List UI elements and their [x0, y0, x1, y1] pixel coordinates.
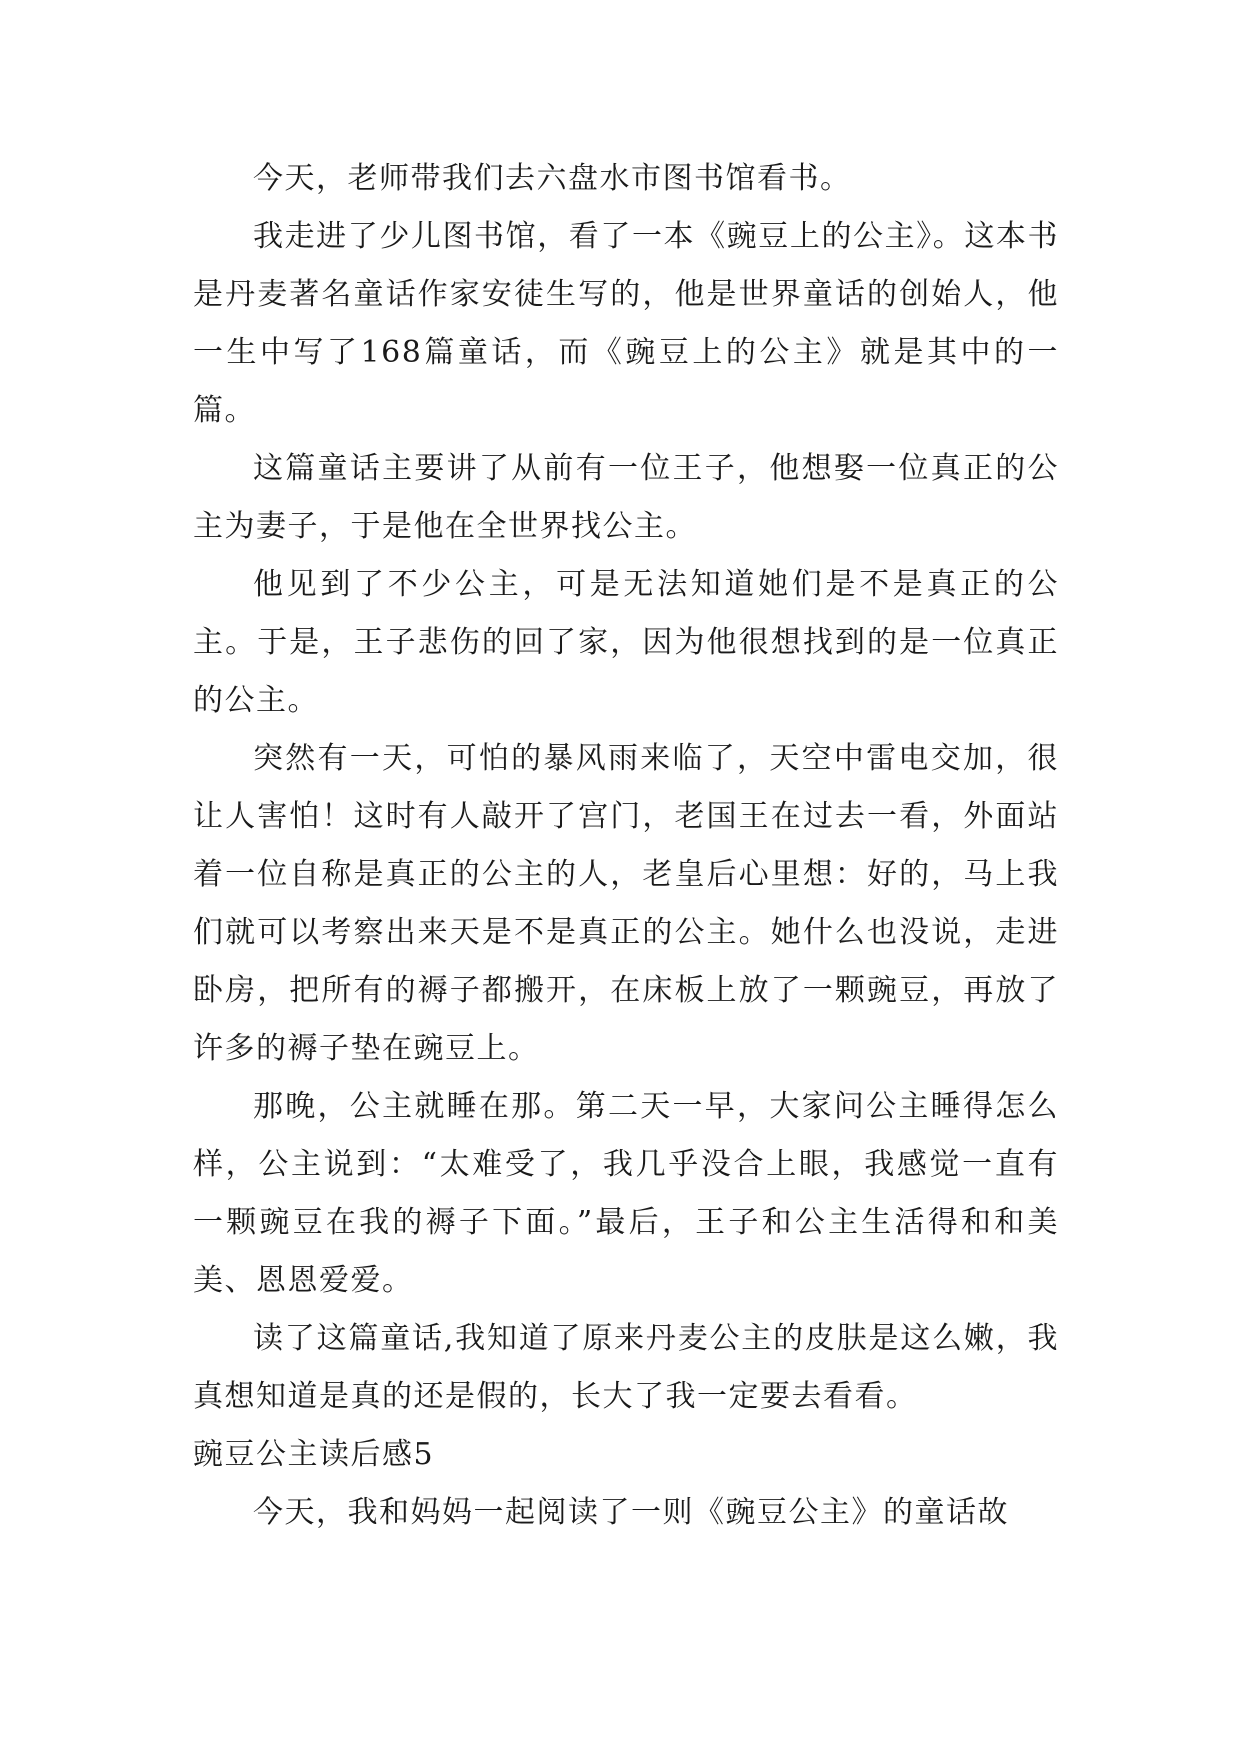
paragraph-2: 我走进了少儿图书馆，看了一本《豌豆上的公主》。这本书是丹麦著名童话作家安徒生写的，他是世界童话的创始人，他一生中写了168篇童话，而《豌豆上的公主》就是其中的一篇。 [193, 219, 1059, 428]
paragraph-8: 今天，我和妈妈一起阅读了一则《豌豆公主》的童话故 [253, 1495, 1009, 1530]
document-page [193, 150, 1059, 1542]
paragraph-7: 读了这篇童话,我知道了原来丹麦公主的皮肤是这么嫩，我真想知道是真的还是假的，长大了我一定要去看看。 [193, 1321, 1059, 1414]
paragraph-3: 这篇童话主要讲了从前有一位王子，他想娶一位真正的公主为妻子，于是他在全世界找公主。 [193, 451, 1059, 544]
section-heading: 豌豆公主读后感5 [193, 1437, 435, 1472]
paragraph-4: 他见到了不少公主，可是无法知道她们是不是真正的公主。于是，王子悲伤的回了家，因为他很想找到的是一位真正的公主。 [193, 567, 1059, 718]
paragraph-5: 突然有一天，可怕的暴风雨来临了，天空中雷电交加，很让人害怕！这时有人敲开了宫门，老国王在过去一看，外面站着一位自称是真正的公主的人，老皇后心里想：好的，马上我们就可以考察出来天是不是真正的公主。她什么也没说，走进卧房，把所有的褥子都搬开，在床板上放了一颗豌豆，再放了许多的褥子垫在豌豆上。 [193, 741, 1059, 1066]
paragraph-6: 那晚，公主就睡在那。第二天一早，大家问公主睡得怎么样，公主说到：“太难受了，我几乎没合上眼，我感觉一直有一颗豌豆在我的褥子下面。”最后，王子和公主生活得和和美美、恩恩爱爱。 [193, 1089, 1059, 1298]
paragraph-1: 今天，老师带我们去六盘水市图书馆看书。 [253, 161, 852, 196]
